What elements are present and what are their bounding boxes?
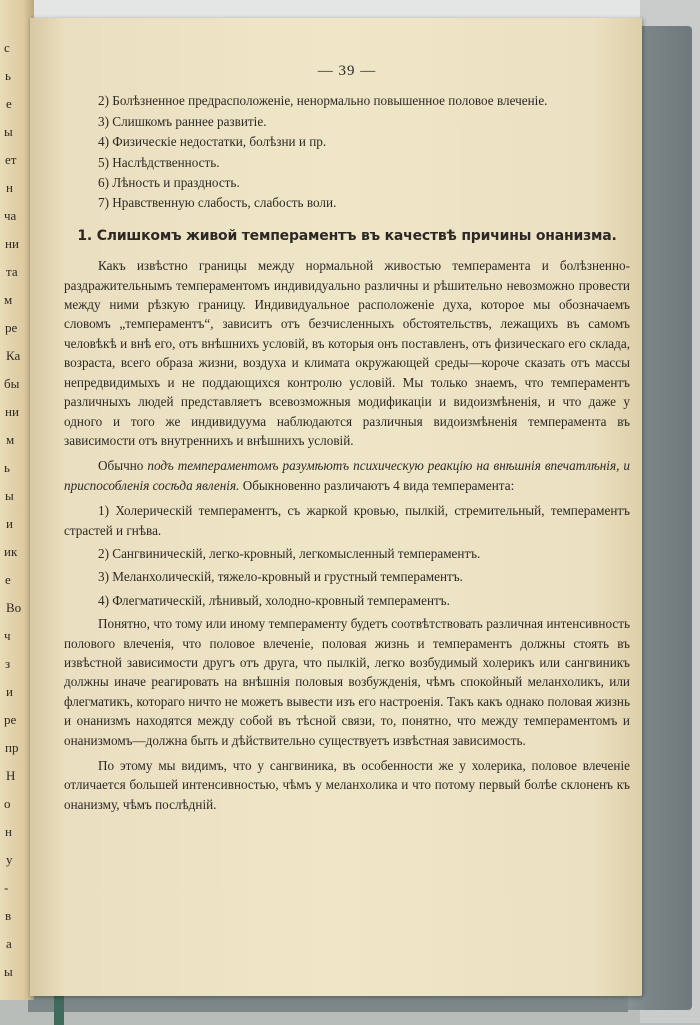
list-item: 3) Слишкомъ раннее развитіе. [98, 113, 267, 129]
left-page-text-fragment: в [5, 908, 12, 923]
left-page-text-fragment: бы [4, 376, 20, 391]
left-page-text-fragment: ча [4, 208, 17, 223]
list-item: 7) Нравственную слабость, слабость воли. [98, 195, 337, 211]
left-page-text-fragment: Ка [6, 348, 21, 363]
left-page-text-fragment: ч [4, 628, 11, 643]
left-page-text-fragment: и [6, 516, 13, 531]
left-page-text-fragment: ни [5, 404, 19, 419]
list-item: 4) Физическіе недостатки, болѣзни и пр. [98, 134, 327, 150]
left-page-text-fragment: пр [5, 740, 19, 755]
paragraph-sanguine-choleric: По этому мы видимъ, что у сангвиника, въ особенности же у холерика, половое влеченіе отличается большей интенсивностью, чѣмъ у меланхолика и что потому первый болѣе склоненъ къ онанизму, чѣмъ послѣдній. [64, 758, 630, 812]
paragraph-text: Обычно [98, 458, 148, 474]
list-item: 1) Холерическій темпераментъ, съ жаркой кровью, пылкій, стремительный, темпераментъ страстей и гнѣва. [64, 503, 630, 538]
left-page-text-fragment: ь [5, 68, 11, 83]
list-item: 2) Болѣзненное предрасположеніе, ненормально повышенное половое влеченіе. [98, 93, 548, 109]
left-page-text-fragment: у [6, 852, 13, 867]
left-page-text-fragment: з [5, 656, 11, 671]
left-page-text-fragment: та [6, 264, 18, 279]
temperament-list [64, 501, 630, 610]
list-item: 4) Флегматическій, лѣнивый, холодно-кровный темпераментъ. [98, 592, 450, 608]
left-page-text-fragment: м [6, 432, 15, 447]
list-item: 2) Сангвиническій, легко-кровный, легкомысленный темпераментъ. [98, 545, 481, 561]
left-page-text-fragment: ь [4, 460, 10, 475]
left-page-text-fragment: о [4, 796, 11, 811]
left-page-text-fragment: ик [4, 544, 18, 559]
left-page-text-fragment: ы [4, 964, 13, 979]
page-number: — 39 — [317, 63, 377, 79]
list-item: 6) Лѣность и праздность. [98, 175, 240, 191]
left-page-text-fragment: а [6, 936, 12, 951]
paragraph-text: Обыкновенно различаютъ 4 вида темперамента: [239, 477, 515, 493]
paragraph-temperament-and-onanism: Понятно, что тому или иному темпераменту будетъ соотвѣтствовать различная интенсивность полового влеченія, что половое влеченіе, половая жизнь и темпераментъ должны стоять въ извѣстной зависимости другъ отъ друга, что пылкій, легко возбудимый холерикъ или сангвиникъ должны иначе реагировать на внѣшнія половыя возбужденія, чѣмъ спокойный меланхоликъ, или флегматикъ, котораго ничто не можетъ вывести изъ его настроенія. Такъ какъ однако половая жизнь и онанизмъ находятся между собой въ тѣсной связи, то, понятно, что между темпераментомъ и онанизмомъ—должна быть и дѣйствительно существуетъ извѣстная зависимость. [64, 616, 630, 748]
left-page-text-fragment: ре [4, 712, 17, 727]
italic-definition: подъ темпераментомъ разумѣютъ психическую реакцію на внѣшнія впечатлѣнія, и приспособленія сосѣда явленія. [64, 458, 630, 493]
left-page-text-fragment: - [4, 880, 9, 895]
left-page-text-fragment: е [5, 572, 11, 587]
section-heading: 1. Слишкомъ живой темпераментъ въ качествѣ причины онанизма. [77, 227, 617, 244]
paragraph-temperament-definition [64, 456, 630, 495]
causes-list [64, 91, 630, 212]
left-page-text-fragment: ет [5, 152, 17, 167]
left-page-text-fragment: Н [6, 768, 16, 783]
book-page [30, 18, 642, 996]
left-page-text-fragment: ы [4, 124, 13, 139]
left-page-text-fragment: е [6, 96, 12, 111]
paragraph-temperament-boundaries: Какъ извѣстно границы между нормальной живостью темперамента и болѣзненно-раздражительнымъ темпераментомъ индивидуально различны и рѣшительно невозможно провести между ними рѣзкую границу. Индивидуальное расположеніе духа, которое мы обозначаемъ словомъ „темпераментъ“, зависитъ отъ безчисленныхъ обстоятельствъ, лежащихъ въ самомъ человѣкѣ и внѣ его, отъ внѣшнихъ условій, въ которыя онъ поставленъ, отъ физическаго его склада, возраста, всего образа жизни, воздуха и климата окружающей среды—короче сказать отъ массы непредвидимыхъ и не поддающихся контролю условій. Мы только знаемъ, что темпераментъ различныхъ людей представляетъ всевозможныя модификаціи и видоизмѣненія, и что даже у одного и того же индивидуума наблюдаются различныя видоизмѣненія темперамента въ зависимости отъ внутреннихъ и внѣшнихъ условій. [64, 258, 630, 448]
left-page-text-fragment: н [6, 180, 13, 195]
left-page-text-fragment: Во [6, 600, 22, 615]
list-item: 5) Наслѣдственность. [98, 154, 220, 170]
left-page-edge [0, 0, 34, 1000]
left-page-text-fragment: ре [5, 320, 18, 335]
page-text-body [64, 62, 630, 820]
left-page-text-fragment: и [6, 684, 13, 699]
left-page-text-fragment: м [4, 292, 13, 307]
left-page-text-fragment: ы [5, 488, 14, 503]
left-page-text-fragment: н [5, 824, 12, 839]
list-item: 3) Меланхолическій, тяжело-кровный и грустный темпераментъ. [98, 569, 463, 585]
left-page-text-fragment: ни [5, 236, 19, 251]
left-page-text-fragment: с [4, 40, 10, 55]
